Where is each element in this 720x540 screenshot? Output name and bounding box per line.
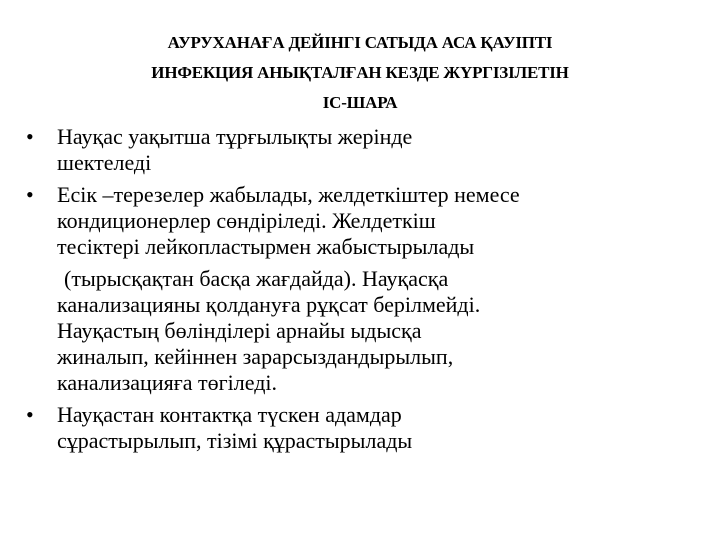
title-line-2: ИНФЕКЦИЯ АНЫҚТАЛҒАН КЕЗДЕ ЖҮРГІЗІЛЕТІН: [151, 63, 569, 82]
title-line-1: АУРУХАНАҒА ДЕЙІНГІ САТЫДА АСА ҚАУІПТІ: [167, 33, 553, 52]
slide-title: [40, 28, 680, 118]
item-2-continuation-3: Науқастың бөлінділері арнайы ыдысқа: [57, 318, 422, 343]
list-item: [24, 402, 704, 454]
item-2-continuation-2: канализацияны қолдануға рұқсат берілмейді.: [57, 292, 481, 317]
item-2-line-3: тесіктері лейкопластырмен жабыстырылады: [57, 234, 475, 259]
bullet-icon: •: [26, 124, 34, 149]
item-2-continuation-4: жиналып, кейіннен зарарсыздандырылып,: [57, 344, 454, 369]
item-3-line-2: сұрастырылып, тізімі құрастырылады: [57, 428, 413, 453]
list-item: [24, 182, 704, 396]
item-2-line-1: Есік –терезелер жабылады, желдеткіштер немесе: [57, 182, 520, 207]
bullet-icon: •: [26, 402, 34, 427]
title-line-3: ІС-ШАРА: [322, 93, 398, 112]
item-2-continuation-5: канализацияға төгіледі.: [57, 370, 278, 395]
bullet-icon: •: [26, 182, 34, 207]
item-2-line-2: кондиционерлер сөндіріледі. Желдеткіш: [57, 208, 436, 233]
item-1-line-2: шектеледі: [57, 150, 152, 175]
item-3-line-1: Науқастан контактқа түскен адамдар: [57, 402, 402, 427]
item-2-continuation-1: (тырысқақтан басқа жағдайда). Науқасқа: [64, 266, 449, 291]
list-item: [24, 124, 704, 176]
item-1-line-1: Науқас уақытша тұрғылықты жерінде: [57, 124, 413, 149]
bullet-list: [24, 124, 704, 454]
